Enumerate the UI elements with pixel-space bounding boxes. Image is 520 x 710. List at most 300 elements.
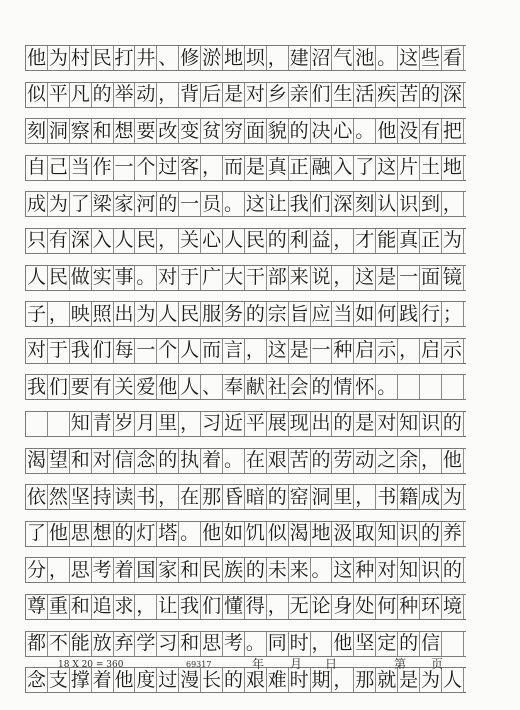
character-cell: 分	[26, 558, 46, 581]
character-cell: 这	[399, 46, 419, 69]
character-cell: 得	[245, 595, 265, 618]
character-cell: 的	[267, 229, 287, 252]
character-cell: 人	[158, 302, 178, 325]
character-cell: 民	[202, 558, 222, 581]
character-cell: 洞	[311, 485, 331, 508]
manuscript-line	[25, 155, 466, 181]
manuscript-line	[25, 631, 466, 657]
character-cell: 社	[267, 375, 287, 398]
character-cell: 决	[311, 119, 331, 142]
character-cell: 。	[377, 46, 397, 69]
character-cell: 和	[180, 558, 200, 581]
character-cell: 坚	[70, 485, 90, 508]
manuscript-line	[25, 118, 466, 144]
character-cell: 刻	[355, 192, 375, 215]
character-cell: 刻	[26, 119, 46, 142]
character-cell: 要	[136, 119, 156, 142]
character-cell: 在	[180, 485, 200, 508]
character-cell: 想	[114, 119, 134, 142]
character-cell: 平	[245, 412, 265, 435]
character-cell: 出	[114, 302, 134, 325]
character-cell: 为	[136, 302, 156, 325]
character-cell: 念	[136, 449, 156, 472]
character-cell: 作	[92, 156, 112, 179]
character-cell: 塔	[158, 522, 178, 545]
character-cell: 地	[311, 522, 331, 545]
character-cell: 这	[245, 192, 265, 215]
character-cell: 坝	[245, 46, 265, 69]
character-cell: 尊	[26, 595, 46, 618]
manuscript-line	[25, 411, 466, 437]
character-cell: 。	[245, 632, 265, 654]
character-cell: 劳	[333, 449, 353, 472]
character-cell: ，	[333, 229, 353, 252]
character-cell: 深	[70, 229, 90, 252]
character-cell: 每	[114, 339, 134, 362]
character-cell: 而	[223, 156, 243, 179]
character-cell: 有	[48, 229, 68, 252]
character-cell: 只	[26, 229, 46, 252]
character-cell: ；	[442, 302, 462, 325]
character-cell: 渴	[289, 522, 309, 545]
character-cell: ，	[267, 595, 287, 618]
character-cell: 习	[202, 412, 222, 435]
character-cell: 这	[355, 266, 375, 289]
character-cell: 入	[333, 156, 353, 179]
manuscript-line	[25, 228, 466, 254]
character-cell: ，	[158, 229, 178, 252]
character-cell: 的	[442, 412, 462, 435]
character-cell: 懂	[223, 595, 243, 618]
character-cell: 们	[48, 375, 68, 398]
character-cell: 、	[202, 375, 222, 398]
character-cell: 人	[180, 375, 200, 398]
character-cell: 现	[289, 412, 309, 435]
manuscript-grid	[25, 45, 466, 704]
character-cell: 示	[442, 339, 462, 362]
character-cell: 民	[180, 302, 200, 325]
manuscript-line	[25, 82, 466, 108]
character-cell: 事	[114, 266, 134, 289]
character-cell: 执	[180, 449, 200, 472]
character-cell: 艰	[245, 668, 265, 691]
character-cell: 认	[377, 192, 397, 215]
character-cell: 那	[202, 485, 222, 508]
character-cell: 依	[26, 485, 46, 508]
character-cell: 貌	[267, 119, 287, 142]
character-cell: 而	[202, 339, 222, 362]
character-cell: 处	[355, 595, 375, 618]
character-cell: 要	[70, 375, 90, 398]
character-cell: 的	[267, 485, 287, 508]
character-cell: 饥	[245, 522, 265, 545]
character-cell: 养	[442, 522, 462, 545]
character-cell: 持	[92, 485, 112, 508]
character-cell: 苦	[289, 449, 309, 472]
character-cell: 部	[267, 266, 287, 289]
character-cell: 为	[442, 229, 462, 252]
character-cell: 这	[377, 156, 397, 179]
character-cell: 是	[289, 339, 309, 362]
character-cell: 们	[202, 595, 222, 618]
character-cell: 人	[114, 229, 134, 252]
grid-spec-label: 18 X 20 = 360	[58, 660, 124, 670]
character-cell: 度	[136, 668, 156, 691]
character-cell: 和	[92, 119, 112, 142]
character-cell: ，	[180, 412, 200, 435]
character-cell: 关	[180, 229, 200, 252]
character-cell: 客	[180, 156, 200, 179]
character-cell: ，	[245, 339, 265, 362]
character-cell: 支	[48, 668, 68, 691]
character-cell: 过	[158, 156, 178, 179]
character-cell: 他	[114, 668, 134, 691]
character-cell: 对	[377, 558, 397, 581]
character-cell: 正	[420, 229, 440, 252]
character-cell: 当	[333, 302, 353, 325]
character-cell: 广	[202, 266, 222, 289]
character-cell: 地	[442, 156, 462, 179]
character-cell: 种	[333, 339, 353, 362]
character-cell: ，	[311, 632, 331, 654]
character-cell: 们	[311, 83, 331, 106]
character-cell: 窑	[289, 485, 309, 508]
character-cell: 镜	[442, 266, 462, 289]
character-cell: 的	[92, 83, 112, 106]
character-cell: 入	[92, 229, 112, 252]
character-cell: 们	[92, 339, 112, 362]
character-cell: 想	[92, 522, 112, 545]
character-cell: 展	[267, 412, 287, 435]
character-cell: 的	[223, 668, 243, 691]
character-cell: 宗	[267, 302, 287, 325]
character-cell: 的	[158, 449, 178, 472]
character-cell: 成	[420, 485, 440, 508]
manuscript-line	[25, 667, 466, 693]
character-cell: 思	[70, 522, 90, 545]
character-cell: 考	[223, 632, 243, 654]
character-cell: 淤	[202, 46, 222, 69]
character-cell: 暗	[245, 485, 265, 508]
character-cell: 的	[114, 522, 134, 545]
character-cell: 穷	[223, 119, 243, 142]
character-cell: 艰	[267, 449, 287, 472]
character-cell: 青	[92, 412, 112, 435]
manuscript-line	[25, 557, 466, 583]
character-cell: 了	[70, 192, 90, 215]
character-cell: 是	[245, 156, 265, 179]
character-cell: 人	[26, 266, 46, 289]
character-cell: 启	[420, 339, 440, 362]
character-cell: 活	[355, 83, 375, 106]
character-cell: 知	[399, 558, 419, 581]
character-cell: 了	[26, 522, 46, 545]
manuscript-line	[25, 594, 466, 620]
character-cell: 取	[355, 522, 375, 545]
character-cell: 难	[267, 668, 287, 691]
character-cell: 信	[420, 632, 440, 654]
character-cell: 望	[48, 449, 68, 472]
character-cell: 着	[114, 558, 134, 581]
character-cell: 汲	[333, 522, 353, 545]
character-cell: 时	[289, 632, 309, 654]
character-cell: 务	[223, 302, 243, 325]
character-cell: 习	[158, 632, 178, 654]
character-cell: 放	[92, 632, 112, 654]
character-cell: 背	[180, 83, 200, 106]
character-cell: 会	[289, 375, 309, 398]
character-cell: 他	[377, 119, 397, 142]
character-cell: 正	[289, 156, 309, 179]
character-cell: 个	[136, 156, 156, 179]
character-cell: ，	[442, 192, 462, 215]
character-cell: 能	[70, 632, 90, 654]
character-cell: 深	[333, 192, 353, 215]
character-cell: 为	[48, 46, 68, 69]
manuscript-line	[25, 521, 466, 547]
character-cell: 对	[92, 449, 112, 472]
character-cell: 着	[202, 449, 222, 472]
character-cell: 是	[377, 266, 397, 289]
character-cell: 书	[377, 485, 397, 508]
character-cell: 他	[333, 632, 353, 654]
character-cell: 月	[136, 412, 156, 435]
character-cell: 变	[180, 119, 200, 142]
character-cell: 重	[48, 595, 68, 618]
character-cell: 我	[26, 375, 46, 398]
character-cell: 的	[245, 302, 265, 325]
character-cell: 人	[180, 339, 200, 362]
character-cell: 一	[180, 192, 200, 215]
character-cell: 看	[442, 46, 462, 69]
character-cell: 旨	[289, 302, 309, 325]
character-cell: 实	[92, 266, 112, 289]
character-cell: 定	[377, 632, 397, 654]
character-cell: 。	[136, 266, 156, 289]
character-cell: 知	[399, 412, 419, 435]
character-cell: 沼	[311, 46, 331, 69]
manuscript-line	[25, 301, 466, 327]
character-cell: 近	[223, 412, 243, 435]
character-cell: 土	[420, 156, 440, 179]
character-cell: 是	[399, 668, 419, 691]
character-cell: 念	[26, 668, 46, 691]
character-cell: 心	[333, 119, 353, 142]
character-cell: 我	[180, 595, 200, 618]
character-cell: 种	[355, 558, 375, 581]
character-cell	[420, 375, 442, 399]
character-cell: 的	[420, 83, 440, 106]
character-cell: 洞	[48, 119, 68, 142]
character-cell: 真	[399, 229, 419, 252]
day-label: 日	[325, 657, 338, 671]
character-cell: 面	[245, 119, 265, 142]
character-cell: ，	[399, 339, 419, 362]
character-cell: 余	[399, 449, 419, 472]
character-cell: 在	[245, 449, 265, 472]
character-cell: 知	[70, 412, 90, 435]
character-cell: 他	[202, 522, 222, 545]
character-cell: 把	[442, 119, 462, 142]
character-cell: 个	[158, 339, 178, 362]
character-cell: 于	[48, 339, 68, 362]
character-cell: 河	[136, 192, 156, 215]
character-cell: 当	[70, 156, 90, 179]
character-cell	[442, 375, 464, 399]
character-cell: 有	[92, 375, 112, 398]
character-cell: 来	[289, 266, 309, 289]
character-cell: 一	[311, 339, 331, 362]
character-cell: 籍	[399, 485, 419, 508]
character-cell: 气	[333, 46, 353, 69]
character-cell: ，	[333, 266, 353, 289]
character-cell: 读	[114, 485, 134, 508]
character-cell: 过	[158, 668, 178, 691]
character-cell: 何	[377, 302, 397, 325]
character-cell: 干	[245, 266, 265, 289]
character-cell: 如	[223, 522, 243, 545]
character-cell: 不	[48, 632, 68, 654]
character-cell: 员	[202, 192, 222, 215]
character-cell: 对	[245, 83, 265, 106]
character-cell: 凡	[70, 83, 90, 106]
character-cell: 利	[289, 229, 309, 252]
character-cell: 的	[158, 192, 178, 215]
character-cell: 之	[377, 449, 397, 472]
character-cell: 说	[311, 266, 331, 289]
character-cell: 没	[399, 119, 419, 142]
character-cell: 身	[333, 595, 353, 618]
character-cell: 无	[289, 595, 309, 618]
character-cell: 村	[70, 46, 90, 69]
character-cell: 怀	[355, 375, 375, 398]
character-cell: 渴	[26, 449, 46, 472]
character-cell: 这	[267, 339, 287, 362]
character-cell: 益	[311, 229, 331, 252]
month-label: 月	[290, 657, 303, 671]
character-cell: 后	[202, 83, 222, 106]
character-cell: 思	[70, 558, 90, 581]
character-cell: 大	[223, 266, 243, 289]
character-cell: 信	[114, 449, 134, 472]
character-cell: 似	[267, 522, 287, 545]
character-cell: 爱	[136, 375, 156, 398]
character-cell: ，	[202, 156, 222, 179]
character-cell: 都	[26, 632, 46, 654]
character-cell: 求	[114, 595, 134, 618]
character-cell: 。	[180, 522, 200, 545]
character-cell: 民	[136, 229, 156, 252]
character-cell: 着	[92, 668, 112, 691]
character-cell: 种	[399, 595, 419, 618]
character-cell: 一	[114, 156, 134, 179]
character-cell: 献	[245, 375, 265, 398]
manuscript-line	[25, 374, 466, 400]
character-cell: 如	[355, 302, 375, 325]
character-cell: 灯	[136, 522, 156, 545]
character-cell: 期	[311, 668, 331, 691]
character-cell: 修	[180, 46, 200, 69]
character-cell: 们	[311, 192, 331, 215]
character-cell: 打	[114, 46, 134, 69]
character-cell: 有	[420, 119, 440, 142]
character-cell: 一	[399, 266, 419, 289]
character-cell: 我	[70, 339, 90, 362]
character-cell: 平	[48, 83, 68, 106]
character-cell: 书	[136, 485, 156, 508]
character-cell: 人	[442, 668, 462, 691]
character-cell: 民	[245, 229, 265, 252]
character-cell: 。	[355, 119, 375, 142]
character-cell	[442, 632, 464, 656]
character-cell: 融	[311, 156, 331, 179]
character-cell: 自	[26, 156, 46, 179]
character-cell: 奉	[223, 375, 243, 398]
character-cell: 梁	[92, 192, 112, 215]
character-cell: 坚	[355, 632, 375, 654]
manuscript-line	[25, 45, 466, 71]
character-cell: 的	[311, 375, 331, 398]
character-cell: 些	[420, 46, 440, 69]
character-cell	[48, 412, 70, 436]
character-cell: 时	[289, 668, 309, 691]
character-cell: 那	[355, 668, 375, 691]
character-cell: 的	[245, 558, 265, 581]
year-label: 年	[252, 657, 265, 671]
character-cell: 追	[92, 595, 112, 618]
character-cell: 考	[92, 558, 112, 581]
character-cell	[398, 375, 420, 399]
character-cell: 。	[223, 449, 243, 472]
character-cell: 何	[377, 595, 397, 618]
character-cell: 贫	[202, 119, 222, 142]
character-cell: 出	[311, 412, 331, 435]
character-cell: 疾	[377, 83, 397, 106]
character-cell: 弃	[114, 632, 134, 654]
character-cell	[26, 412, 48, 436]
character-cell: 地	[223, 46, 243, 69]
character-cell: 对	[158, 266, 178, 289]
character-cell: 同	[267, 632, 287, 654]
character-cell: 境	[442, 595, 462, 618]
character-cell: 我	[289, 192, 309, 215]
character-cell: 乡	[267, 83, 287, 106]
character-cell: ，	[136, 595, 156, 618]
character-cell: 昏	[223, 485, 243, 508]
character-cell: 苦	[399, 83, 419, 106]
character-cell: 生	[333, 83, 353, 106]
character-cell: 然	[48, 485, 68, 508]
character-cell: 才	[355, 229, 375, 252]
character-cell: 照	[92, 302, 112, 325]
character-cell: 这	[333, 558, 353, 581]
character-cell: 识	[420, 558, 440, 581]
character-cell: 情	[333, 375, 353, 398]
character-cell: 对	[26, 339, 46, 362]
character-cell: 示	[377, 339, 397, 362]
character-cell: 言	[223, 339, 243, 362]
character-cell: 里	[333, 485, 353, 508]
character-cell: 他	[26, 46, 46, 69]
character-cell: 长	[202, 668, 222, 691]
character-cell: 践	[399, 302, 419, 325]
character-cell: 关	[114, 375, 134, 398]
character-cell: 亲	[289, 83, 309, 106]
character-cell: 。	[311, 558, 331, 581]
character-cell: 己	[48, 156, 68, 179]
character-cell: 对	[377, 412, 397, 435]
character-cell: 的	[442, 558, 462, 581]
